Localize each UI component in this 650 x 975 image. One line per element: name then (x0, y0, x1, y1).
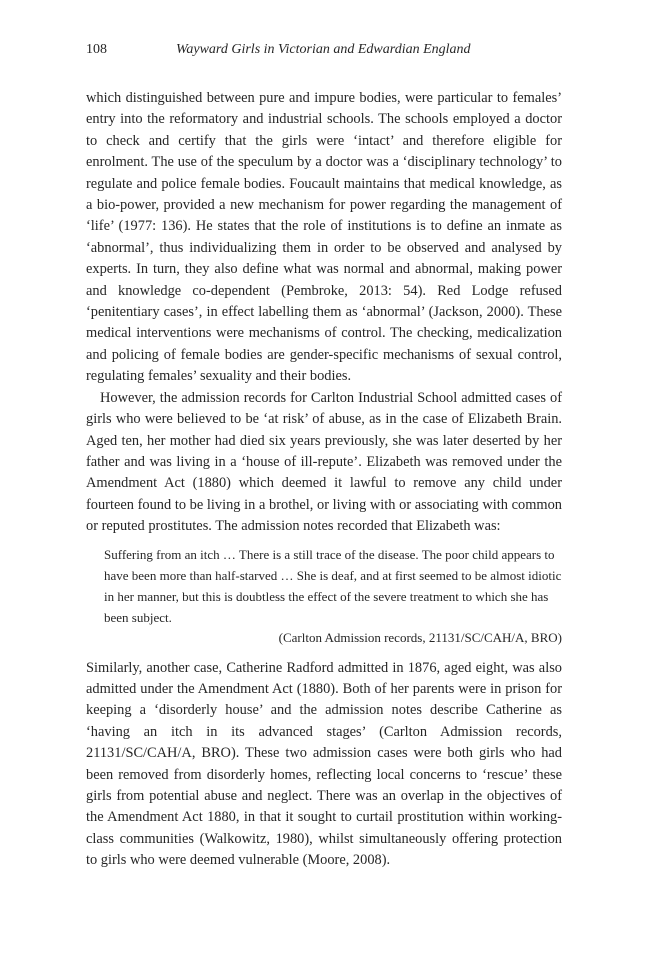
page-number: 108 (86, 42, 107, 57)
running-title: Wayward Girls in Victorian and Edwardian England (176, 42, 471, 57)
body-text (86, 88, 562, 872)
paragraph-2: However, the admission records for Carlton Industrial School admitted cases of girls who were believed to be ‘at risk’ of abuse, as in the case of Elizabeth Brain. Aged ten, her mother had died six years previously, she was later deserted by her father and was living in a ‘house of ill-repute’. Elizabeth was removed under the Amendment Act (1880) which deemed it lawful to remove any child under fourteen found to be living in a brothel, or living with or associating with common or reputed prostitutes. The admission notes recorded that Elizabeth was: (86, 389, 562, 535)
quote-text: Suffering from an itch … There is a still trace of the disease. The poor child appears to have been more than half-starved … She is deaf, and at first seemed to be almost idiotic in her manner, but this is doubtless the effect of the severe treatment to which she has been subject. (104, 546, 562, 625)
quote-citation: (Carlton Admission records, 21131/SC/CAH/A, BRO) (278, 629, 562, 645)
paragraph-1: which distinguished between pure and impure bodies, were particular to females’ entry into the reformatory and industrial schools. The schools employed a doctor to check and certify that the girls were ‘intact’ and therefore eligible for enrolment. The use of the speculum by a doctor was a ‘disciplinary technology’ to regulate and police female bodies. Foucault maintains that medical knowledge, as a bio-power, provided a new mechanism for power regarding the management of ‘life’ (1977: 136). He states that the role of institutions is to define an inmate as ‘abnormal’, thus individualizing them in order to be observed and analysed by experts. In turn, they also define what was normal and abnormal, making power and knowledge co-dependent (Pembroke, 2013: 54). Red Lodge refused ‘penitentiary cases’, in effect labelling them as ‘abnormal’ (Jackson, 2000). These medical interventions were mechanisms of control. The checking, medicalization and policing of female bodies are gender-specific mechanisms of sexual control, regulating females’ sexuality and their bodies. (86, 90, 562, 385)
block-quote (104, 544, 562, 648)
paragraph-3: Similarly, another case, Catherine Radford admitted in 1876, aged eight, was also admitted under the Amendment Act (1880). Both of her parents were in prison for keeping a ‘disorderly house’ and the admission notes describe Catherine as ‘having an itch in its advanced stages’ (Carlton Admission records, 21131/SC/CAH/A, BRO). These two admission cases were both girls who had been removed from disorderly homes, reflecting local concerns to ‘rescue’ these girls from potential abuse and neglect. There was an overlap in the objectives of the Amendment Act 1880, in that it sought to curtail prostitution within working-class communities (Walkowitz, 1980), whilst simultaneously offering protection to girls who were deemed vulnerable (Moore, 2008). (86, 659, 562, 869)
page-header (86, 42, 562, 64)
